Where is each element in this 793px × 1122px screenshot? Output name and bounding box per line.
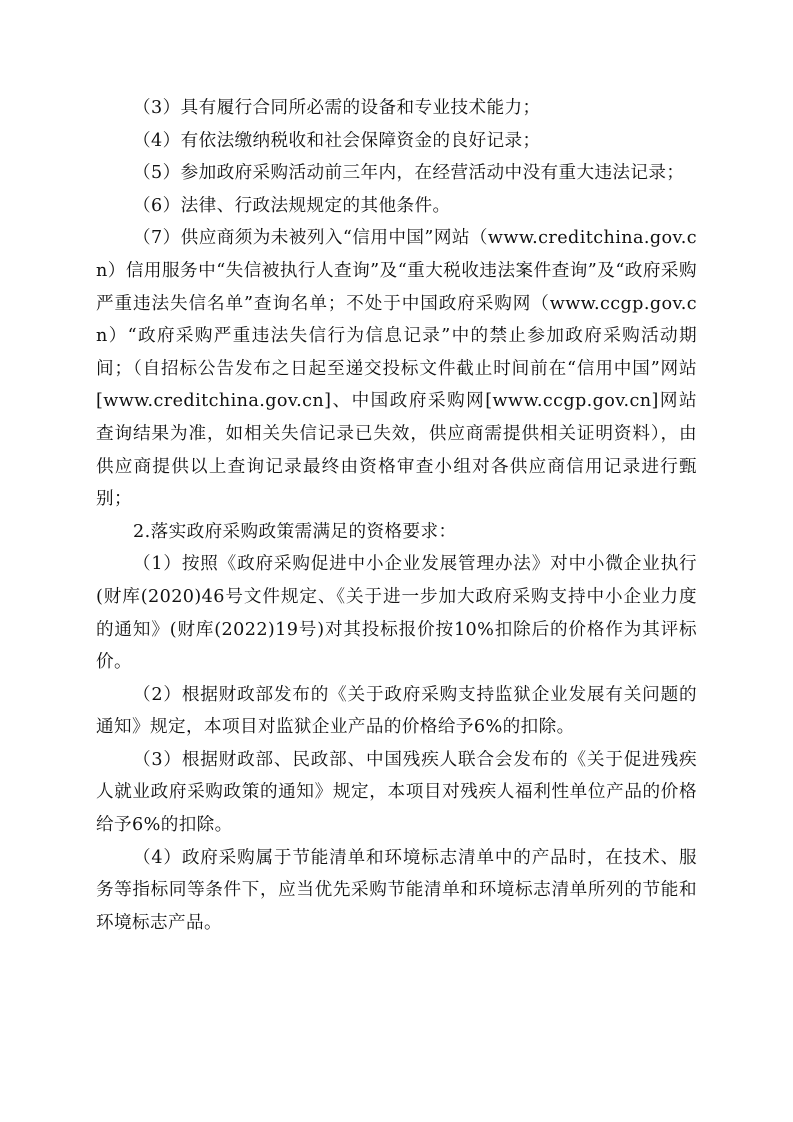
- section-heading-policy: 2.落实政府采购政策需满足的资格要求：: [133, 521, 457, 542]
- policy-item-3: （3）根据财政部、民政部、中国残疾人联合会发布的《关于促进残疾人就业政府采购政策的通知》规定，本项目对残疾人福利性单位产品的价格给予6%的扣除。: [96, 749, 697, 836]
- requirement-3: （3）具有履行合同所必需的设备和专业技术能力；: [133, 98, 541, 118]
- policy-item-2: （2）根据财政部发布的《关于政府采购支持监狱企业发展有关问题的通知》规定，本项目对监狱企业产品的价格给予6%的扣除。: [96, 684, 697, 738]
- requirement-4: （4）有依法缴纳税收和社会保障资金的良好记录；: [133, 130, 541, 151]
- requirement-5: （5）参加政府采购活动前三年内，在经营活动中没有重大违法记录；: [133, 163, 685, 184]
- document-body: [96, 92, 697, 939]
- requirement-6: （6）法律、行政法规规定的其他条件。: [133, 195, 451, 216]
- policy-item-4: （4）政府采购属于节能清单和环境标志清单中的产品时，在技术、服务等指标同等条件下，应当优先采购节能清单和环境标志清单所列的节能和环境标志产品。: [96, 847, 697, 933]
- policy-item-1: （1）按照《政府采购促进中小企业发展管理办法》对中小微企业执行(财库(2020)46号文件规定、《关于进一步加大政府采购支持中小企业力度的通知》(财库(2022)19号)对其投标报价按10%扣除后的价格作为其评标价。: [96, 554, 697, 673]
- requirement-7: （7）供应商须为未被列入“信用中国”网站（www.creditchina.gov.cn）信用服务中“失信被执行人查询”及“重大税收违法案件查询”及“政府采购严重违法失信名单”查询名单；不处于中国政府采购网（www.ccgp.gov.cn）“政府采购严重违法失信行为信息记录”中的禁止参加政府采购活动期间；（自招标公告发布之日起至递交投标文件截止时间前在“信用中国”网站[www.creditchina.gov.cn]、中国政府采购网[www.ccgp.gov.cn]网站查询结果为准，如相关失信记录已失效，供应商需提供相关证明资料），由供应商提供以上查询记录最终由资格审查小组对各供应商信用记录进行甄别；: [96, 228, 697, 510]
